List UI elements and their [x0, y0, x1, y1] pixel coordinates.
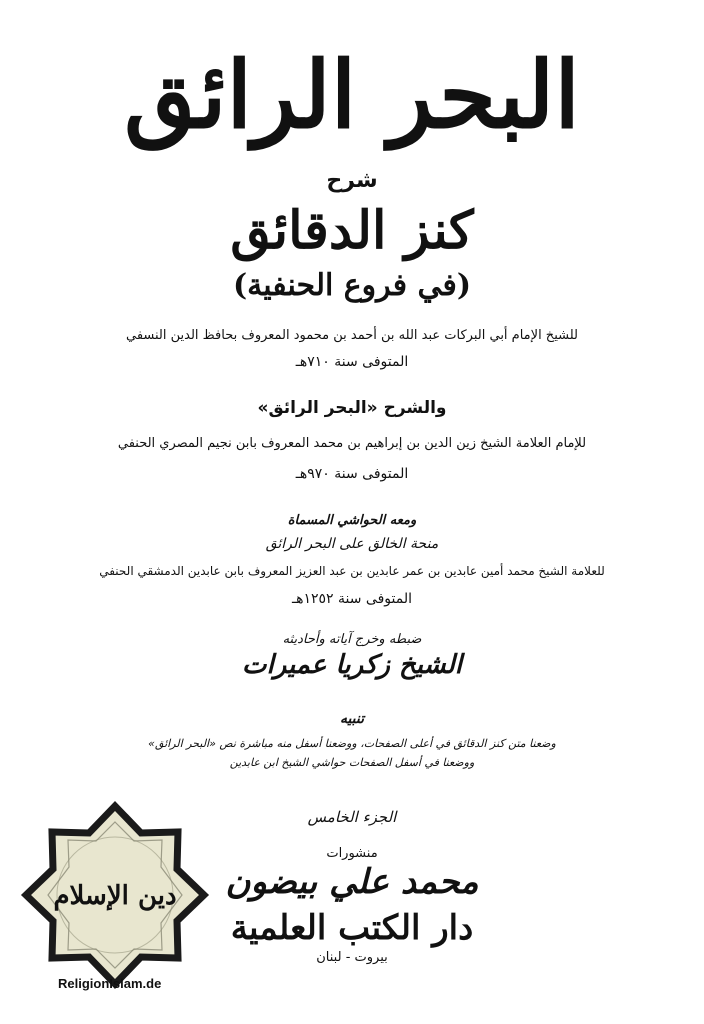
furu-subtitle: (في فروع الحنفية): [232, 268, 472, 303]
author-nasafi: للشيخ الإمام أبي البركات عبد الله بن أحمد بن محمود المعروف بحافظ الدين النسفي: [126, 328, 578, 343]
publisher-name: محمد علي بيضون: [225, 862, 479, 902]
author-ibn-nujaym: للإمام العلامة الشيخ زين الدين بن إبراهيم بن محمد المعروف بابن نجيم المصري الحنفي: [117, 436, 587, 451]
sharh-label: شرح: [326, 168, 378, 193]
author-ibn-nujaym-death: المتوفى سنة ٩٧٠هـ: [295, 466, 409, 482]
volume-label: الجزء الخامس: [307, 808, 397, 826]
sharh-bahr-label: والشرح «البحر الرائق»: [257, 398, 447, 418]
notice-line-1: وضعنا متن كنز الدقائق في أعلى الصفحات، ووضعنا أسفل منه مباشرة نص «البحر الرائق»: [148, 737, 556, 750]
editor-name: الشيخ زكريا عميرات: [242, 650, 462, 680]
author-nasafi-death: المتوفى سنة ٧١٠هـ: [295, 354, 409, 370]
book-title: البحر الرائق: [124, 41, 580, 149]
publisher-city: بيروت - لبنان: [316, 950, 388, 965]
website-label: ReligionIslam.de: [58, 976, 162, 991]
octagram-seal-icon: [20, 800, 210, 990]
notice-line-2: ووضعنا في أسفل الصفحات حواشي الشيخ ابن عابدين: [229, 756, 475, 769]
kanz-title: كنز الدقائق: [230, 200, 474, 261]
minha-title: منحة الخالق على البحر الرائق: [265, 536, 439, 552]
badge-text: دين الإسلام: [53, 881, 177, 911]
editing-label: ضبطه وخرج آياته وأحاديثه: [282, 632, 422, 647]
hawashi-label: ومعه الحواشي المسماة: [287, 513, 417, 528]
notice-heading: تنبيه: [339, 711, 365, 727]
author-ibn-abidin-death: المتوفى سنة ١٢٥٢هـ: [292, 591, 412, 607]
author-ibn-abidin: للعلامة الشيخ محمد أمين عابدين بن عمر عابدين بن عبد العزيز المعروف بابن عابدين الدمشقي الحنفي: [99, 564, 605, 578]
manshurat-label: منشورات: [326, 846, 378, 861]
publisher-house: دار الكتب العلمية: [230, 908, 474, 948]
